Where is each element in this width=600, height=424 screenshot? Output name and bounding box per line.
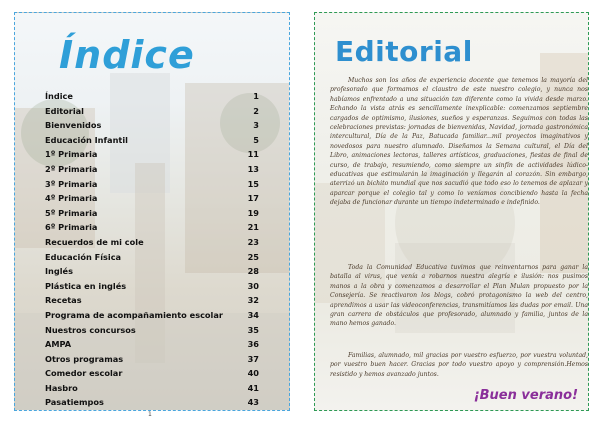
toc-entry-page [248,410,259,411]
toc-entry-label: 4º Primaria [45,193,98,204]
toc-entry [45,352,259,367]
toc-entry-page: 11 [247,149,259,160]
editorial-paragraph [330,263,588,329]
toc-entry-label: 3º Primaria [45,178,98,189]
toc-entry-page: 15 [247,178,259,189]
toc-entry-label: Otros programas [45,353,124,364]
editorial-page-frame [314,12,589,411]
toc-entry [45,395,259,410]
toc-entry-label: Índice [45,91,73,101]
toc-entry-page: 36 [247,339,259,350]
page-number: 1 [148,411,152,418]
toc-entry-label: Bienvenidos [45,120,102,131]
toc-entry-page: 5 [253,134,259,145]
toc-entry-label: AMPA [45,339,72,350]
editorial-paragraph-text: Muchos son los años de experiencia docente que tenemos la mayoría del profesorado que formamos el claustro de este nuestro colegio, y nunca nos habíamos enfrentado a una situación tan diferente como la vivida desde marzo. Echando la vista atrás es sencillamente inexplicable: comenzamos septiembre cargados de optimismo, ilusiones, sueños y esperanzas. Seguimos con todas las celebraciones previstas: jornadas de bienvenidas, Navidad, jornada gastronómica intercultural, Día de la Paz, Batucada familiar...mil proyectos imaginativos y novedosos para nuestro alumnado. Diseñamos la Semana cultural, el Día del Libro, animaciones lectoras, talleres artísticos, graduaciones, fiestas de final de curso, de trabajo, resumiendo, como siempre un sinfín de actividades lúdico-educativas que estimularán la imaginación y llegarán al corazón. Sin embargo, aterrizó un bichito mundial que nos sacudió que todo eso lo tenemos de aplazar y aparcar porque el colegio tal y como lo veníamos concibiendo hasta la fecha dejaba de funcionar durante un tiempo indeterminado e indefinido. [330,77,588,207]
toc-entry-label: Programa de acompañamiento escolar [45,309,223,320]
toc-entry-label: Inglés [45,266,73,277]
toc-entry-label: Editorial [45,105,84,116]
toc-entry-page: 13 [247,163,259,174]
toc-entry-label: Recuerdos de mi cole [45,236,144,247]
toc-entry-page: 23 [247,236,259,247]
toc-entry [45,133,259,148]
toc-entry [45,191,259,206]
toc-entry-label: Educación Infantil [45,134,128,145]
toc-entry-label: Nuestros concursos [45,324,136,335]
toc-entry-page: 30 [247,280,259,291]
editorial-title: Editorial [335,35,473,68]
toc-entry [45,235,259,250]
toc-entry-page: 17 [247,193,259,204]
editorial-paragraph [330,76,588,208]
toc-entry-label: Hasbro [45,382,78,393]
toc-entry [45,177,259,192]
toc-entry-page: 28 [247,266,259,277]
toc-entry-page: 21 [247,222,259,233]
toc-entry-page: 34 [247,309,259,320]
toc-entry [45,264,259,279]
toc-entry-label: Comedor escolar [45,368,123,379]
editorial-paragraph [330,351,588,379]
toc-entry-label: 6º Primaria [45,222,98,233]
toc-entry [45,279,259,294]
toc-entry [45,104,259,119]
index-page [0,0,298,424]
toc-entry-label: 1º Primaria [45,149,98,160]
toc-entry [45,250,259,265]
editorial-paragraph-text: Toda la Comunidad Educativa tuvimos que reinventarnos para ganar la batalla al virus, que venía a robarnos nuestra alegría e ilusión: nos pusimos manos a la obra y comenzamos a desarrollar el Plan Mulan propuesto por la Consejería. Se reactivaron los blogs, cobró protagonismo la web del centro, aprendimos a usar las videoconferencias, transmitíamos las dudas por email. Una gran carrera de obstáculos que profesorado, alumnado y familia, juntos de la mano hemos ganado. [330,264,588,328]
table-of-contents [45,89,259,411]
toc-entry-label [45,410,163,411]
toc-entry [45,366,259,381]
toc-entry [45,308,259,323]
toc-entry-page: 19 [247,207,259,218]
toc-entry [45,220,259,235]
toc-entry [45,206,259,221]
toc-entry [45,89,259,104]
toc-entry-label: 2º Primaria [45,163,98,174]
toc-entry-label: Educación Física [45,251,122,262]
toc-entry [45,162,259,177]
toc-entry-page: 41 [247,382,259,393]
toc-entry-page: 2 [253,105,259,116]
toc-entry-label: Recetas [45,295,82,306]
toc-entry [45,293,259,308]
editorial-paragraph-text: Familias, alumnado, mil gracias por vuestro esfuerzo, por vuestra voluntad, por vuestro buen hacer. Gracias por todo vuestro apoyo y comprensión.Hemos resistido y hemos avanzado juntos. [330,352,588,378]
toc-entry [45,410,259,411]
toc-entry [45,118,259,133]
toc-entry-page: 40 [247,368,259,379]
toc-entry-page: 25 [247,251,259,262]
toc-entry-page: 37 [247,353,259,364]
toc-entry-label: Plástica en inglés [45,280,127,291]
toc-entry-page: 1 [253,91,259,101]
toc-entry-page: 43 [247,397,259,408]
toc-entry-label: 5º Primaria [45,207,98,218]
toc-entry [45,147,259,162]
closing-greeting: ¡Buen verano! [473,388,578,403]
toc-entry [45,337,259,352]
toc-entry [45,381,259,396]
toc-entry-page: 3 [253,120,259,131]
toc-entry-label: Pasatiempos [45,397,104,408]
index-page-frame [14,12,290,411]
toc-entry-page: 32 [247,295,259,306]
editorial-page [302,0,600,424]
index-title: Índice [59,33,195,77]
toc-entry [45,323,259,338]
toc-entry-page: 35 [247,324,259,335]
